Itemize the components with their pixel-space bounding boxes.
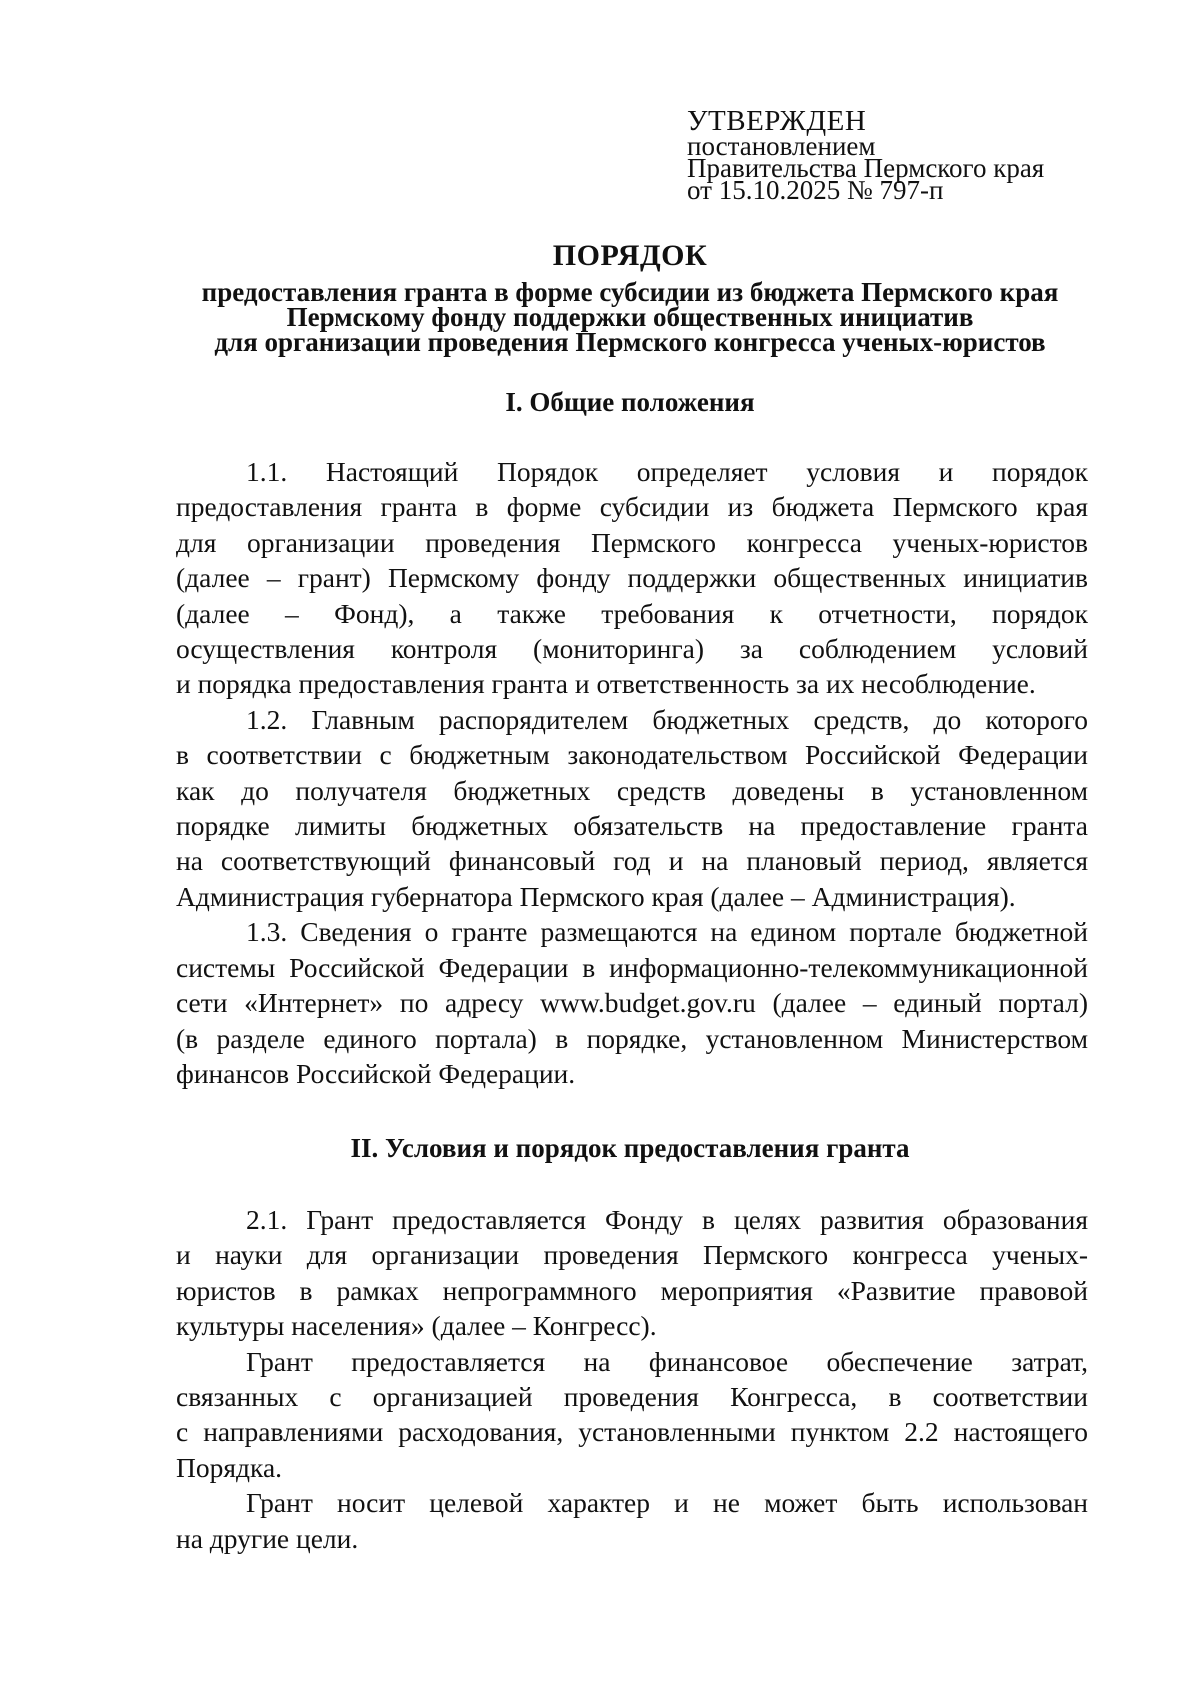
document-subtitle-line-3: для организации проведения Пермского конгресса ученых-юристов [214, 327, 1046, 357]
document-title: ПОРЯДОК [552, 239, 708, 272]
paragraph-line: финансов Российской Федерации. [176, 1057, 576, 1089]
paragraph-line: и порядка предоставления гранта и ответственность за их несоблюдение. [176, 668, 1036, 700]
paragraph-1-2 [176, 702, 1088, 914]
paragraph-line: 1.2. Главным распорядителем бюджетных средств, до которого [246, 703, 1088, 735]
paragraph-line: Администрация губернатора Пермского края (далее – Администрация). [176, 880, 1016, 912]
approval-line-1: постановлением [687, 131, 876, 161]
paragraph-line: системы Российской Федерации в информационно-телекоммуникационной [176, 951, 1088, 983]
approval-line-2: Правительства Пермского края [687, 153, 1045, 183]
paragraph-line: осуществления контроля (мониторинга) за соблюдением условий [176, 633, 1088, 665]
section-2-heading: II. Условия и порядок предоставления гранта [350, 1133, 910, 1163]
paragraph-line: и науки для организации проведения Пермского конгресса ученых- [176, 1239, 1088, 1271]
paragraph-2-2 [176, 1344, 1088, 1486]
paragraph-line: на другие цели. [176, 1522, 359, 1554]
paragraph-2-1 [176, 1202, 1088, 1344]
paragraph-line: Порядка. [176, 1451, 283, 1483]
paragraph-line: для организации проведения Пермского конгресса ученых-юристов [176, 526, 1088, 558]
paragraph-line: 1.3. Сведения о гранте размещаются на едином портале бюджетной [246, 916, 1088, 948]
approved-label: УТВЕРЖДЕН [687, 105, 867, 137]
paragraph-2-3 [176, 1485, 1088, 1556]
paragraph-line: порядке лимиты бюджетных обязательств на предоставление гранта [176, 810, 1088, 842]
section-1-heading: I. Общие положения [505, 387, 755, 417]
paragraph-line: культуры населения» (далее – Конгресс). [176, 1310, 657, 1342]
paragraph-line: на соответствующий финансовый год и на плановый период, является [176, 845, 1088, 877]
section-1-body [176, 454, 1088, 1091]
document-title-block [150, 238, 1110, 355]
paragraph-1-3 [176, 914, 1088, 1091]
paragraph-line: юристов в рамках непрограммного мероприятия «Развитие правовой [176, 1274, 1088, 1306]
section-2-body [176, 1202, 1088, 1556]
paragraph-line: 2.1. Грант предоставляется Фонду в целях развития образования [246, 1204, 1088, 1235]
document-subtitle-line-1: предоставления гранта в форме субсидии из бюджета Пермского края [201, 277, 1059, 307]
paragraph-line: в соответствии с бюджетным законодательством Российской Федерации [176, 739, 1088, 771]
paragraph-line: с направлениями расходования, установленными пунктом 2.2 настоящего [176, 1416, 1088, 1448]
paragraph-1-1 [176, 454, 1088, 702]
approval-line-3: от 15.10.2025 № 797-п [687, 175, 944, 205]
paragraph-line: (далее – Фонд), а также требования к отчетности, порядок [176, 597, 1088, 629]
document-subtitle-line-2: Пермскому фонду поддержки общественных инициатив [286, 302, 974, 332]
paragraph-line: как до получателя бюджетных средств доведены в установленном [176, 774, 1088, 806]
paragraph-line: 1.1. Настоящий Порядок определяет условия и порядок [246, 456, 1088, 487]
paragraph-line: Грант предоставляется на финансовое обеспечение затрат, [246, 1345, 1088, 1377]
approval-stamp [687, 105, 1107, 205]
paragraph-line: сети «Интернет» по адресу www.budget.gov.ru (далее – единый портал) [176, 987, 1088, 1019]
paragraph-line: Грант носит целевой характер и не может быть использован [246, 1487, 1088, 1519]
paragraph-line: (далее – грант) Пермскому фонду поддержки общественных инициатив [176, 562, 1088, 594]
paragraph-line: предоставления гранта в форме субсидии из бюджета Пермского края [176, 491, 1088, 523]
paragraph-line: (в разделе единого портала) в порядке, установленном Министерством [176, 1022, 1088, 1054]
paragraph-line: связанных с организацией проведения Конгресса, в соответствии [176, 1381, 1088, 1413]
